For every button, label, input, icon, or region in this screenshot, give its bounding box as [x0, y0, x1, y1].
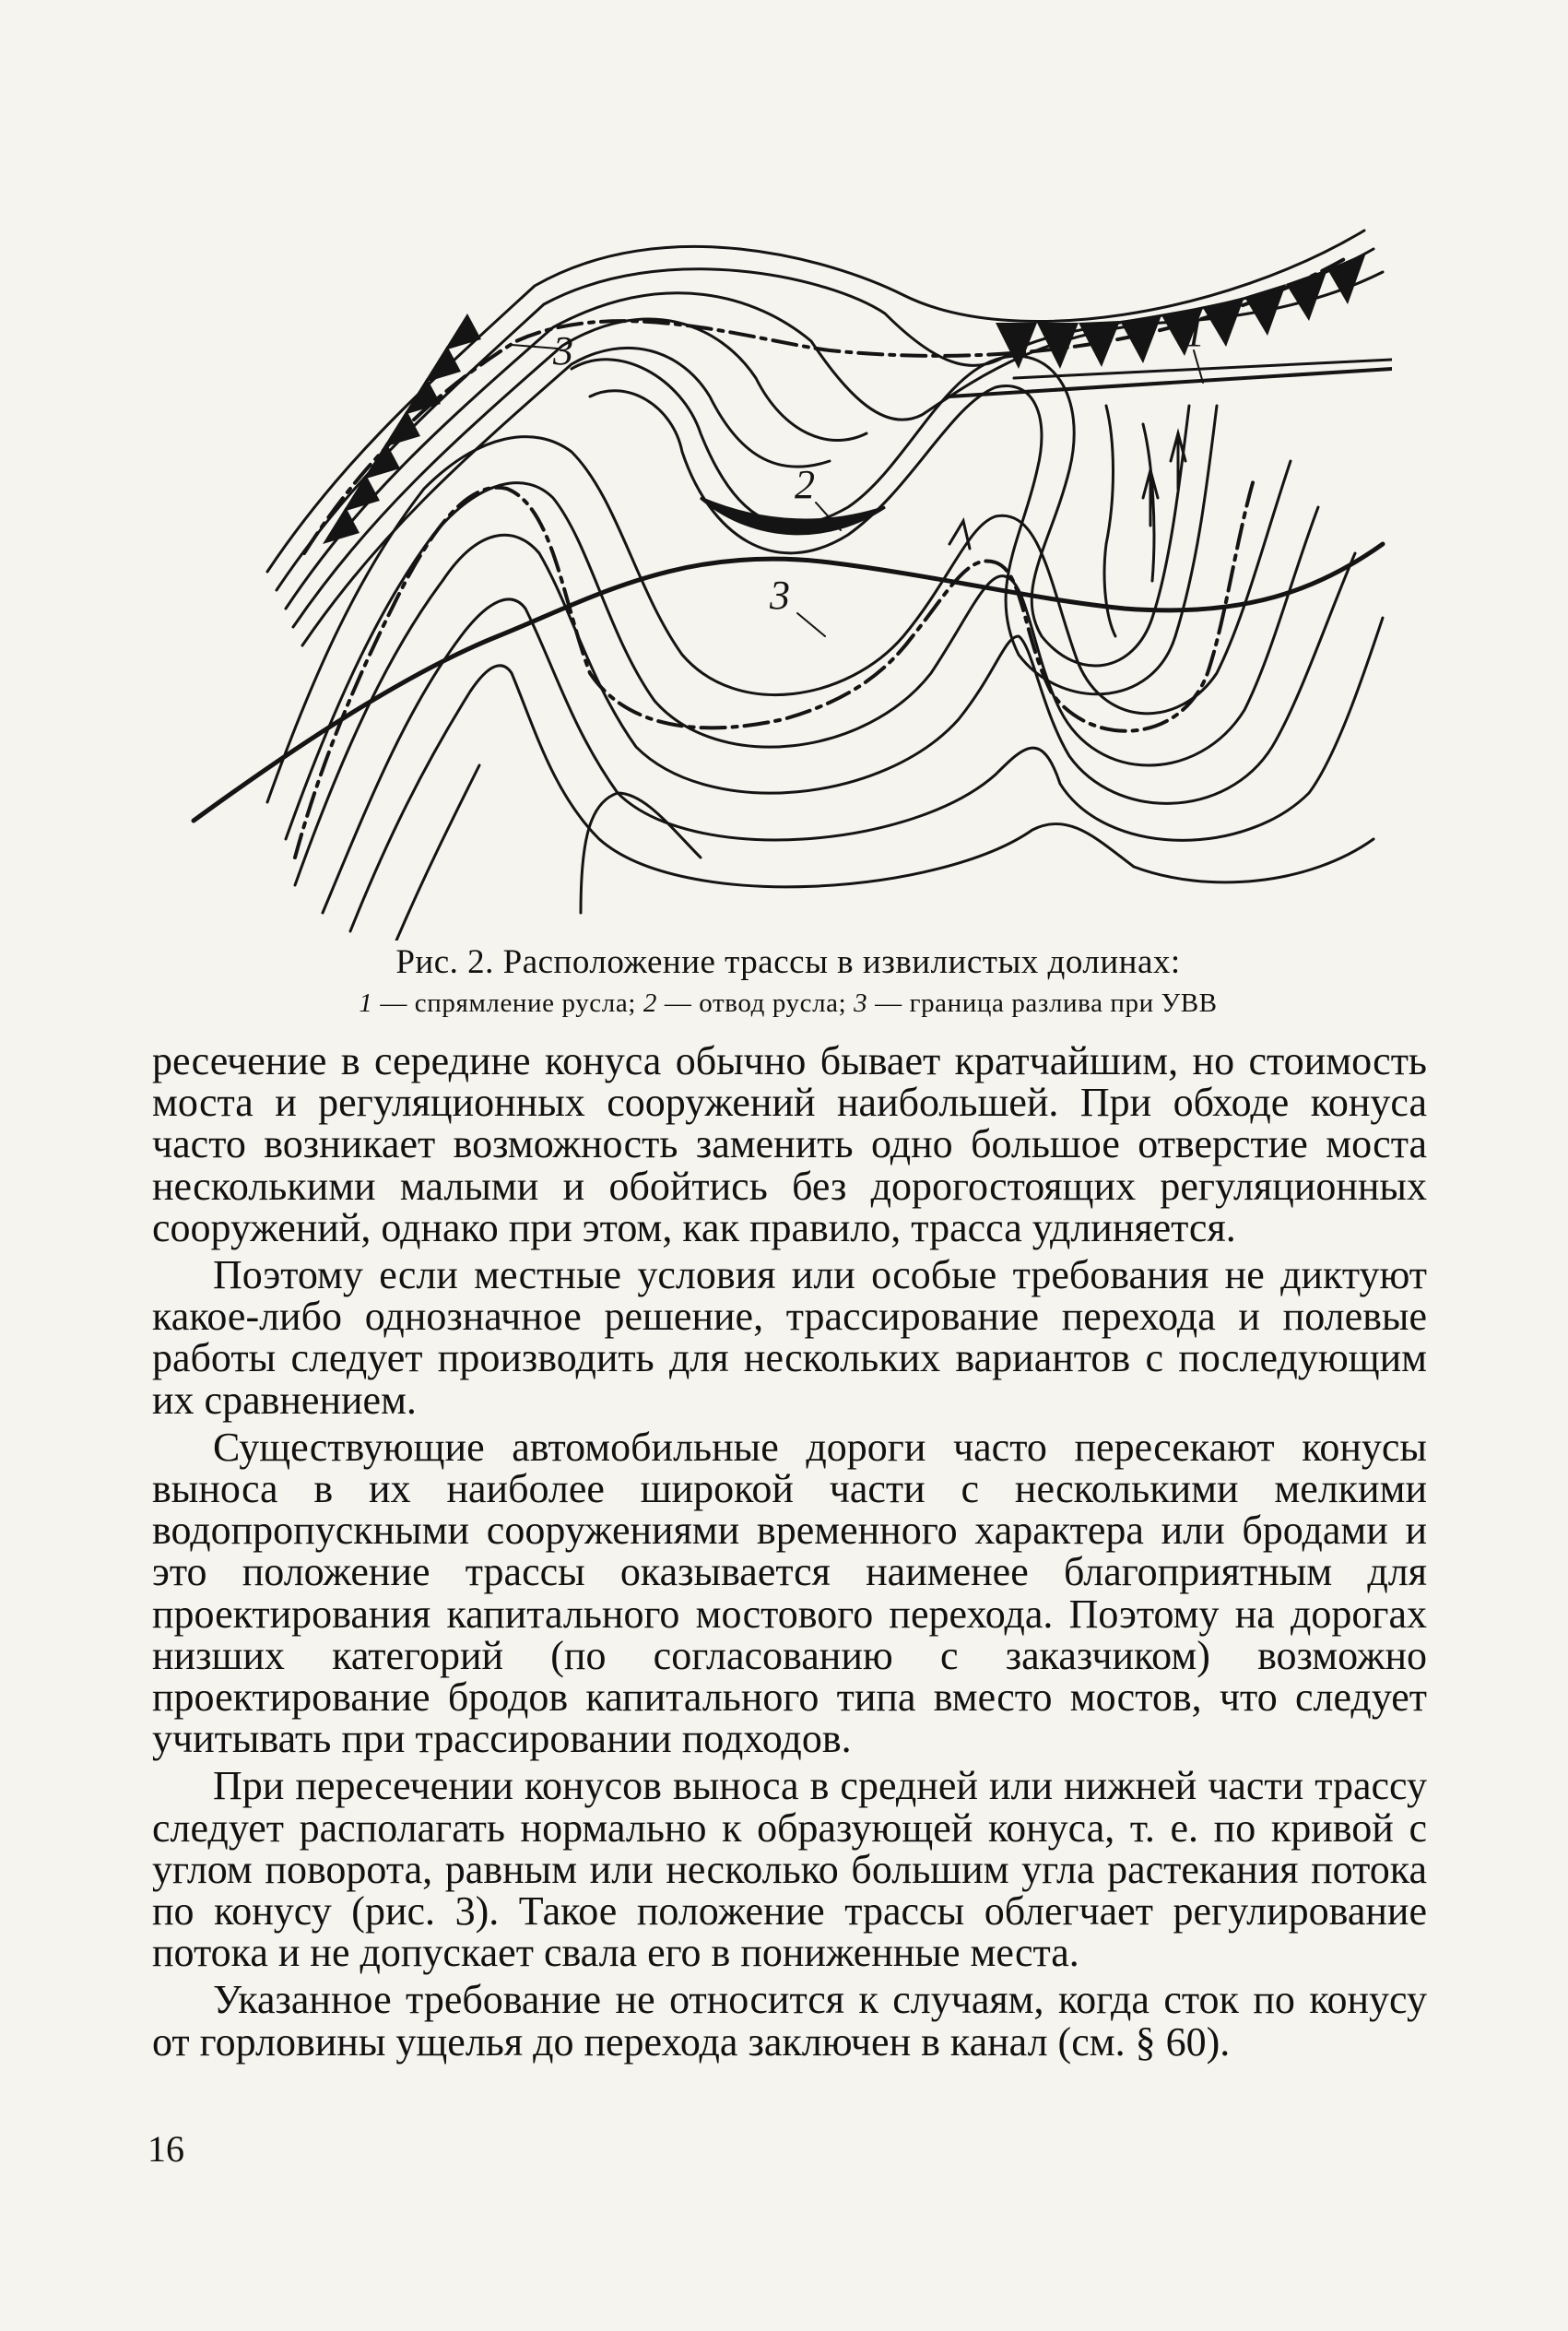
- legend-num-3: 3: [854, 988, 868, 1018]
- label-3-lower: 3: [770, 573, 790, 618]
- straightening-line-2: [1014, 360, 1392, 378]
- figure-caption-title: Рис. 2. Расположение трассы в извилистых долинах:: [395, 943, 1181, 981]
- body-text: [152, 1040, 1427, 2063]
- paragraph-4: При пересечении конусов выноса в средней или нижней части трассу следует располагать нормально к образующей конуса, т. е. по кривой с углом поворота, равным или несколько большим угла растекания потока по конусу (рис. 3). Такое положение трассы облегчает регулирование потока и не допускает свала его в пониженные места.: [152, 1763, 1427, 1976]
- paragraph-5: Указанное требование не относится к случаям, когда сток по конусу от горловины ущелья до перехода заключен в канал (см. § 60).: [152, 1977, 1427, 2065]
- meander-loops: [572, 356, 1217, 694]
- paragraph-3: Существующие автомобильные дороги часто пересекают конусы выноса в их наиболее широкой части с несколькими мелкими водопропускными сооружениями временного характера или бродами и это положение трассы оказывается наименее благоприятным для проектирования капитального мостового перехода. Поэтому на дорогах низших категорий (по согласованию с заказчиком) возможно проектирование бродов капитального типа вместо мостов, что следует учитывать при трассировании подходов.: [152, 1424, 1427, 1762]
- upper-contour-lines: [267, 231, 1383, 645]
- legend-num-1: 1: [359, 988, 373, 1018]
- straightening-line: [949, 369, 1392, 396]
- figure-legend: [184, 988, 1392, 1019]
- label-2: 2: [795, 462, 815, 507]
- legend-text-3: — граница разлива при УВВ: [875, 988, 1218, 1018]
- valley-route-figure: [184, 157, 1392, 941]
- page-number: 16: [147, 2128, 184, 2170]
- paragraph-2: Поэтому если местные условия или особые требования не диктуют какое-либо однозначное решение, трассирование перехода и полевые работы следует производить для нескольких вариантов с последующим их сравнением.: [152, 1252, 1427, 1423]
- label-1: 1: [1185, 310, 1205, 355]
- label-3-upper: 3: [553, 328, 573, 373]
- flow-arrows: [949, 433, 1185, 549]
- paragraph-1: ресечение в середине конуса обычно бывает кратчайшим, но стоимость моста и регуляционных сооружений наибольшей. При обходе конуса часто возникает возможность заменить одно большое отверстие моста несколькими малыми и обойтись без дорогостоящих регуляционных сооружений, однако при этом, как правило, трасса удлиняется.: [152, 1038, 1427, 1250]
- legend-num-2: 2: [643, 988, 657, 1018]
- legend-text-2: — отвод русла;: [664, 988, 847, 1018]
- legend-text-1: — спрямление русла;: [380, 988, 636, 1018]
